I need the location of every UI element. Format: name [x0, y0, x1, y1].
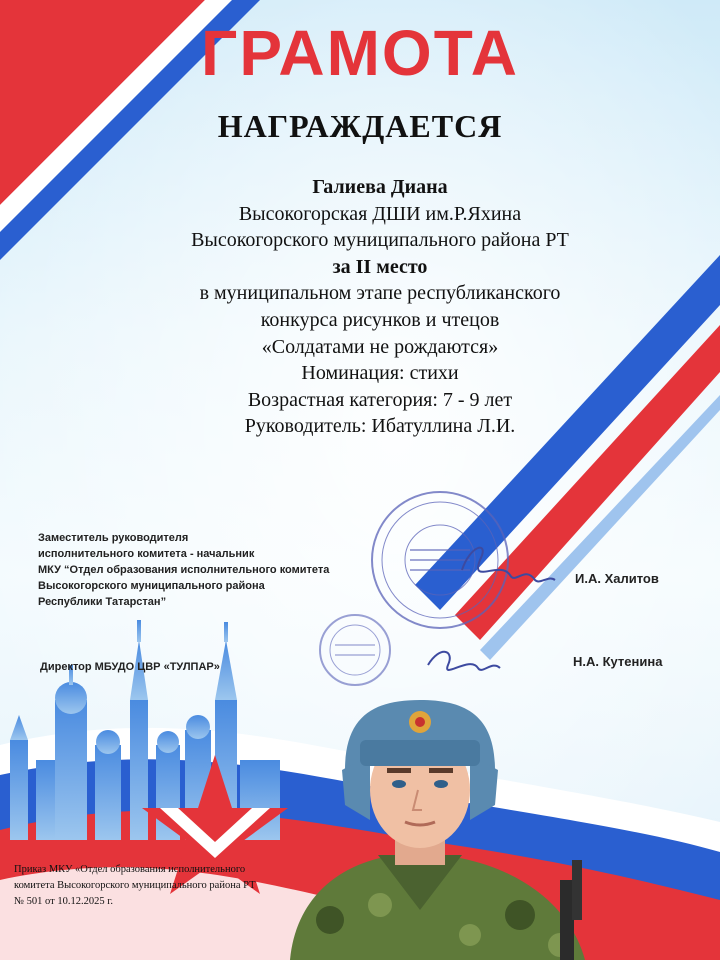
official-name: И.А. Халитов: [575, 571, 659, 586]
official-title-line: Заместитель руководителя: [38, 532, 189, 544]
recipient-name: Галиева Диана: [312, 176, 448, 198]
age-category-line: Возрастная категория: 7 - 9 лет: [247, 388, 513, 411]
certificate-title: ГРАМОТА: [201, 17, 519, 89]
order-line: № 501 от 10.12.2025 г.: [14, 896, 113, 907]
order-reference: [14, 862, 344, 910]
order-line: комитета Высокогорского муниципального района РТ: [14, 880, 256, 891]
nomination-line: Номинация: стихи: [301, 362, 459, 385]
official-title-line: МКУ “Отдел образования исполнительного комитета: [38, 564, 330, 576]
event-line-3: «Солдатами не рождаются»: [261, 335, 499, 358]
school-line-1: Высокогорская ДШИ им.Р.Яхина: [238, 202, 522, 225]
award-details: [100, 174, 660, 440]
place-line: за II место: [332, 255, 428, 278]
official-title-block: [38, 530, 329, 610]
director-name: Н.А. Кутенина: [573, 654, 663, 669]
director-title: Директор МБУДО ЦВР «ТУЛПАР»: [40, 661, 220, 673]
official-title-line: Высокогорского муниципального района: [38, 580, 265, 592]
official-title-line: исполнительного комитета - начальник: [38, 548, 255, 560]
event-line-1: в муниципальном этапе республиканского: [199, 282, 561, 305]
school-line-2: Высокогорского муниципального района РТ: [191, 229, 569, 252]
supervisor-line: Руководитель: Ибатуллина Л.И.: [244, 415, 516, 438]
order-line: Приказ МКУ «Отдел образования исполнительного: [14, 864, 246, 875]
event-line-2: конкурса рисунков и чтецов: [260, 308, 500, 331]
official-title-line: Республики Татарстан”: [38, 596, 167, 608]
awarded-heading: НАГРАЖДАЕТСЯ: [217, 108, 503, 144]
